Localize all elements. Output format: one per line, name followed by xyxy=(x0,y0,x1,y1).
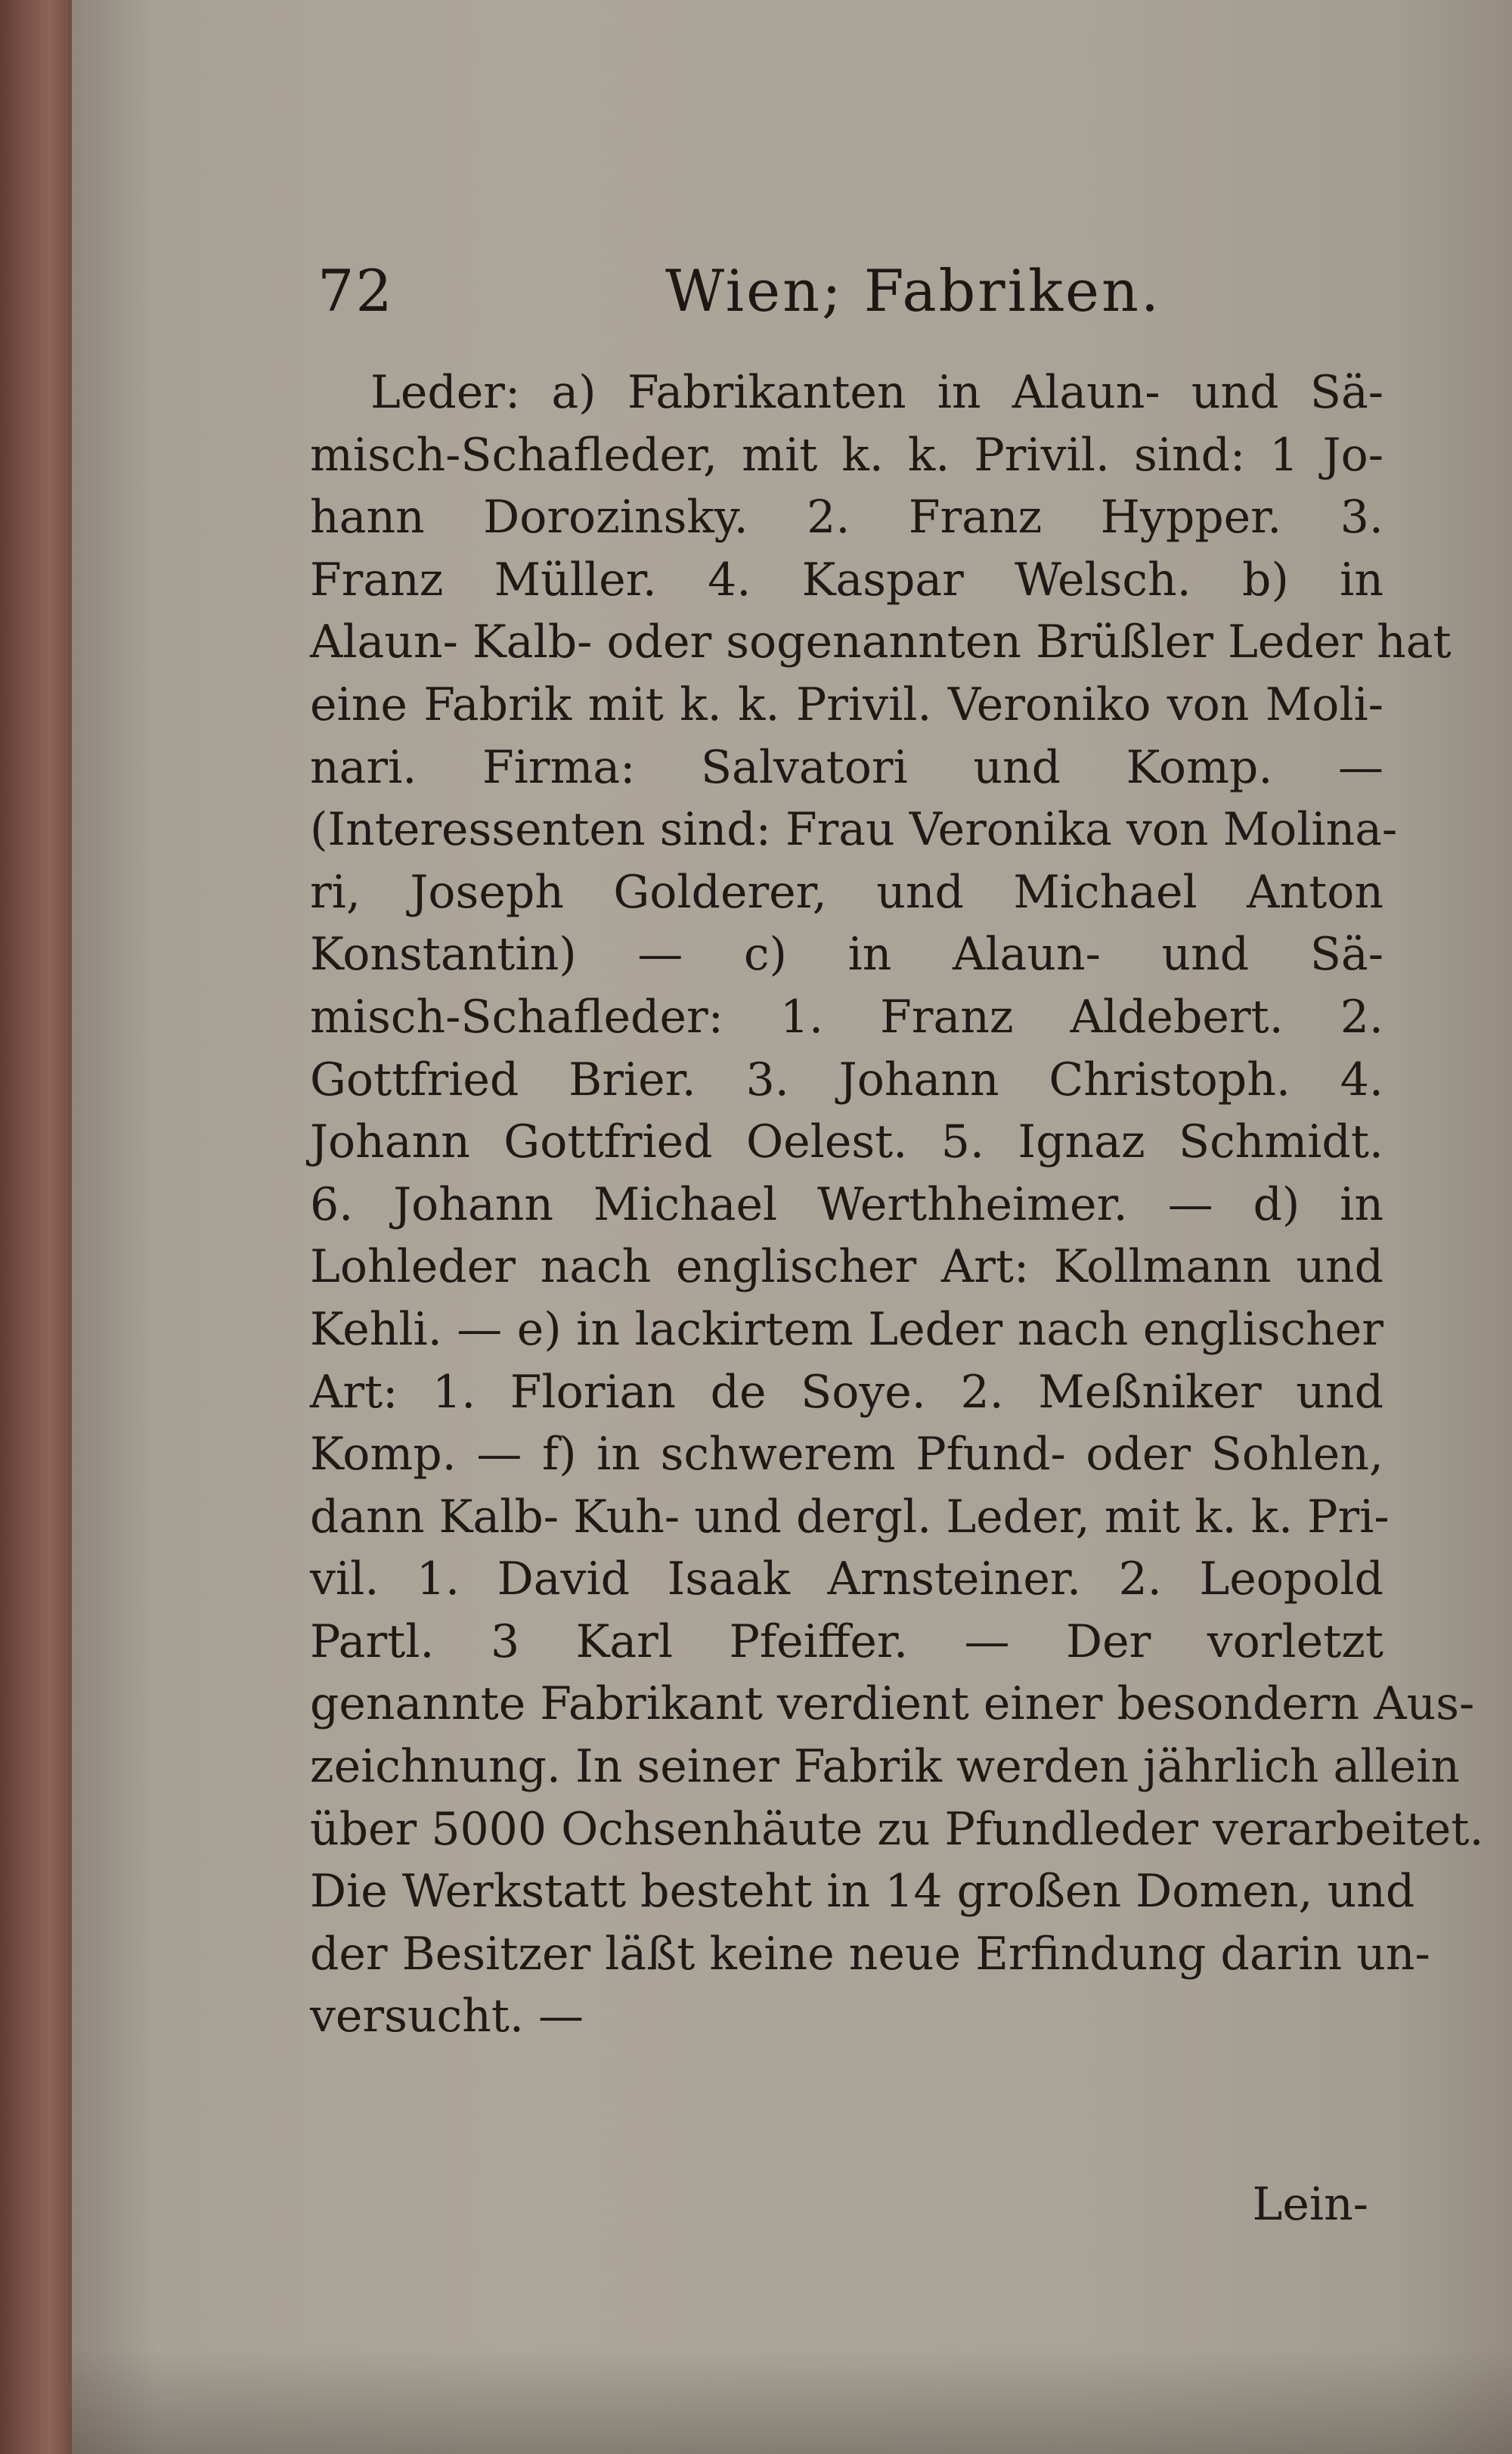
running-head: Wien; Fabriken. xyxy=(665,257,1162,324)
text-line: genannte Fabrikant verdient einer besondern Aus- xyxy=(310,1677,1475,1731)
text-line: Komp. — f) in schwerem Pfund- oder Sohlen, xyxy=(310,1428,1383,1481)
text-line: Art: 1. Florian de Soye. 2. Meßniker und xyxy=(310,1365,1383,1419)
text-line: der Besitzer läßt keine neue Erfindung darin un- xyxy=(310,1927,1430,1981)
text-line: nari. Firma: Salvatori und Komp. — xyxy=(310,740,1383,794)
text-line: Kehli. — e) in lackirtem Leder nach englischer xyxy=(310,1302,1383,1356)
text-line: (Interessenten sind: Frau Veronika von Molina- xyxy=(310,803,1398,857)
text-line: Johann Gottfried Oelest. 5. Ignaz Schmidt. xyxy=(310,1115,1383,1169)
text-line: misch-Schafleder, mit k. k. Privil. sind: 1 Jo- xyxy=(310,428,1383,482)
text-line: Konstantin) — c) in Alaun- und Sä- xyxy=(310,928,1383,982)
text-line: versucht. — xyxy=(310,1990,584,2043)
text-line: Franz Müller. 4. Kaspar Welsch. b) in xyxy=(310,553,1383,607)
book-spine xyxy=(0,0,72,2454)
body-text xyxy=(310,361,1484,2048)
text-line: Die Werkstatt besteht in 14 großen Domen, und xyxy=(310,1865,1415,1919)
text-line: hann Dorozinsky. 2. Franz Hypper. 3. xyxy=(310,491,1383,544)
text-line: misch-Schafleder: 1. Franz Aldebert. 2. xyxy=(310,990,1383,1044)
text-line: Alaun- Kalb- oder sogenannten Brüßler Leder hat xyxy=(310,616,1452,669)
text-line: 6. Johann Michael Werthheimer. — d) in xyxy=(310,1177,1383,1231)
text-line: Lohleder nach englischer Art: Kollmann und xyxy=(310,1240,1383,1294)
page-number: 72 xyxy=(318,257,394,324)
page-header xyxy=(318,257,1376,340)
text-line: ri, Joseph Golderer, und Michael Anton xyxy=(310,865,1383,919)
text-line: dann Kalb- Kuh- und dergl. Leder, mit k. k. Pri- xyxy=(310,1490,1390,1543)
text-line: Leder: a) Fabrikanten in Alaun- und Sä- xyxy=(370,366,1383,419)
text-line: Gottfried Brier. 3. Johann Christoph. 4. xyxy=(310,1053,1383,1106)
text-line: vil. 1. David Isaak Arnsteiner. 2. Leopold xyxy=(310,1553,1383,1606)
page-shadow xyxy=(72,2348,1512,2454)
text-line: über 5000 Ochsenhäute zu Pfundleder verarbeitet. xyxy=(310,1802,1484,1856)
text-line: zeichnung. In seiner Fabrik werden jährlich allein xyxy=(310,1740,1460,1794)
text-line: eine Fabrik mit k. k. Privil. Veroniko von Moli- xyxy=(310,678,1383,731)
catchword: Lein- xyxy=(1252,2178,1368,2231)
text-line: Partl. 3 Karl Pfeiffer. — Der vorletzt xyxy=(310,1615,1383,1668)
